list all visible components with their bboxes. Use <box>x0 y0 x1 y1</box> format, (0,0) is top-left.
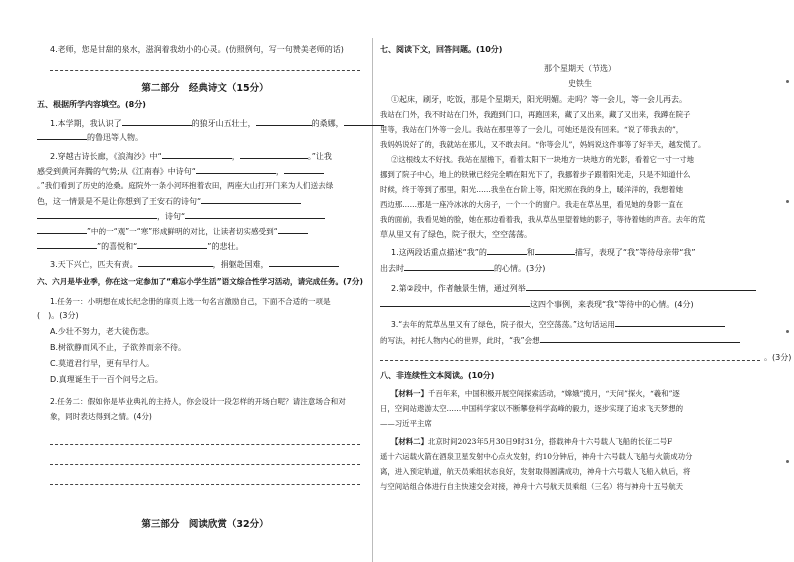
m2-line3: 离，进入预定轨道，航天员乘组状态良好，发射取得圆满成功，神舟十六号载人飞船入轨后，将 <box>380 467 691 476</box>
q7-1-blank-1[interactable] <box>487 246 527 255</box>
q7-3-blank-1[interactable] <box>615 318 725 327</box>
q5-2-text-i: ”的喜悦和“ <box>97 242 138 251</box>
essay-title: 那个星期天（节选） <box>544 64 616 73</box>
q5-2-line3: 。”我们看到了历史的沧桑。庭院外一条小河环抱着农田，两座大山打开门来为人们送去绿 <box>37 181 334 190</box>
q7-3-line2 <box>380 334 740 346</box>
binding-dot <box>786 80 789 83</box>
q5-1-text-c: 的桑娜， <box>311 119 344 128</box>
q7-2-line1 <box>391 282 756 294</box>
q5-2-blank-5[interactable] <box>201 195 301 204</box>
q7-3-score: 。(3分) <box>764 353 792 362</box>
essay-p1-line1: ①起床，刷牙，吃饭，那是个星期天，阳光明媚。走吗？等一会儿，等一会儿再去。 <box>391 95 687 104</box>
q6-2-text: 2.任务二：假如你是毕业典礼的主持人，你会设计一段怎样的开场白呢？请注意场合和对象，同时表达得到之情。(4分) <box>50 397 346 421</box>
q5-2-blank-10[interactable] <box>37 240 97 249</box>
q6-2-answer-line-2[interactable] <box>50 464 360 465</box>
q4-answer-line[interactable] <box>50 70 360 71</box>
q5-1-text-a: 1.本学期，我认识了 <box>50 119 122 128</box>
q5-2-text-f: 色，这一情景是不是让你想到了王安石的诗句“ <box>37 197 202 206</box>
q5-1-line2 <box>37 131 143 143</box>
m2-line2: 遥十六运载火箭在酒泉卫星发射中心点火发射，约10分钟后，神舟十六号载人飞船与火箭成功分 <box>380 452 693 461</box>
q7-2-blank-2[interactable] <box>380 298 530 307</box>
q5-2-line7 <box>37 240 243 252</box>
q5-3-text-a: 3.天下兴亡，匹夫有责。 <box>50 260 138 269</box>
q6-2-answer-line-3[interactable] <box>50 484 360 485</box>
q5-1-blank-2[interactable] <box>256 117 312 126</box>
essay-p1-line2: 我站在门外，我不时站在门外，我跑到门口，再跑回来，藏了又出来，藏了又出来，我蹲在院子 <box>380 110 691 119</box>
m1-text-a: 千百年来，中国积极开展空间探索活动，“嫦娥”揽月，“天问”探火，“羲和”逐 <box>427 389 680 398</box>
q5-title: 五、根据所学内容填空。(8分) <box>37 100 146 109</box>
q5-2-blank-3[interactable] <box>196 165 276 174</box>
q6-2-answer-line-1[interactable] <box>50 444 360 445</box>
q7-2-line2 <box>380 298 694 310</box>
q5-3-blank-2[interactable] <box>269 258 339 267</box>
q6-option-c[interactable]: C.莫道君行早，更有早行人。 <box>50 359 155 368</box>
q5-2-line5 <box>37 210 325 222</box>
q6-option-b[interactable]: B.树欲静而风不止，子欲养而亲不待。 <box>50 343 187 352</box>
left-column <box>0 0 364 562</box>
m1-line2: 日，空间站遨游太空……中国科学家以不断攀登科学高峰的毅力，逐步实现了追求飞天梦想的 <box>380 404 684 413</box>
q5-2-blank-6[interactable] <box>37 210 157 219</box>
q5-3-line <box>50 258 339 270</box>
m1-label: 【材料一】 <box>391 389 428 398</box>
q5-1-line1 <box>50 117 384 129</box>
binding-dot <box>786 200 789 203</box>
m2-text-a: 北京时间2023年5月30日9时31分，搭载神舟十六号载人飞船的长征二号F <box>427 437 673 446</box>
q5-1-blank-1[interactable] <box>122 117 192 126</box>
q5-1-text-d: 的鲁迅等人物。 <box>87 133 143 142</box>
q7-3-text-b: 的写法，衬托人物内心的世界，此时，“我”会想 <box>380 336 540 345</box>
q5-2-line4 <box>37 195 301 207</box>
q6-1-text-b: ( )。(3分) <box>37 311 79 320</box>
q5-1-blank-4[interactable] <box>37 131 87 140</box>
q6-option-d[interactable]: D.真理诞生于一百个问号之后。 <box>50 375 163 384</box>
q5-2-line6 <box>37 225 308 237</box>
q7-2-text-b: 这四个事例，来表现“我”等待中的心情。(4分) <box>530 300 694 309</box>
q7-1-text-e: 的心情。(3分) <box>494 264 546 273</box>
q5-2-blank-11[interactable] <box>137 240 207 249</box>
essay-p2-line1: ②这根线太不好找。我站在屋檐下，看着太阳下一块地方一块地方的光影，看着它一寸一寸地 <box>391 155 695 164</box>
q5-3-blank-1[interactable] <box>138 258 213 267</box>
q5-2-text-h: ”中的一“观”一“寒”形成鲜明的对比，让读者切实感受到“ <box>87 227 278 236</box>
q7-1-blank-3[interactable] <box>404 262 494 271</box>
q7-title: 七、阅读下文，回答问题。(10分) <box>380 45 503 54</box>
q5-2-text-d: 感受到黄河奔腾的气势;从《江南春》中诗句“ <box>37 167 196 176</box>
q7-3-line1 <box>391 318 725 330</box>
q5-2-text-a: 2.穿越古诗长廊，《浪淘沙》中“ <box>50 152 162 161</box>
essay-p2-line5: 我的面前，我看见她的脸，她在那边看着我，我从草丛里望着她的影子，等待着她的声音。去年的荒 <box>380 215 706 224</box>
essay-p2-line3: 时候，终于等到了那里，阳光……我坐在台阶上等，阳光照在我的身上，暖洋洋的，我想着她 <box>380 185 684 194</box>
q5-2-blank-8[interactable] <box>37 225 87 234</box>
q5-2-blank-1[interactable] <box>162 150 232 159</box>
q6-option-a[interactable]: A.少壮不努力，老大徒伤悲。 <box>50 327 154 336</box>
binding-dot <box>786 330 789 333</box>
q8-title: 八、非连续性文本阅读。(10分) <box>380 371 495 380</box>
q5-2-line1 <box>50 150 332 162</box>
q5-2-blank-2[interactable] <box>240 150 308 159</box>
m2-line4: 与空间站组合体进行自主快速交会对接，神舟十六号航天员乘组（三名）将与神舟十五号航天 <box>380 482 684 491</box>
q7-3-blank-2[interactable] <box>540 334 740 343</box>
q5-3-text-b: ，捐躯赴国难， <box>212 260 269 269</box>
q5-2-text-g: ，诗句“ <box>157 212 186 221</box>
essay-p1-line4: 我妈妈说好了的，我就站在那儿，又不敢去问。“你等会儿”，妈妈说这件事等了好半天，越发慌了。 <box>380 140 706 149</box>
q7-1-blank-2[interactable] <box>535 246 575 255</box>
m1-line1 <box>391 388 680 399</box>
essay-author: 史铁生 <box>568 79 592 88</box>
q5-2-text-j: ”的悲壮。 <box>207 242 244 251</box>
q7-3-text-a: 3.“去年的荒草丛里又有了绿色，院子很大，空空荡荡。”这句话运用 <box>391 320 615 329</box>
q5-1-blank-3[interactable] <box>344 117 384 126</box>
essay-p1-line3: 里等，我站在门外等一会儿。我站在那里等了一会儿，可她还是没有回来。“说了带我去的”， <box>380 125 684 134</box>
right-column <box>380 0 794 562</box>
essay-p2-line6: 草从里又有了绿色，院子很大，空空荡荡。 <box>380 230 532 239</box>
q6-title: 六、六月是毕业季，你在这一定参加了“难忘小学生活”语文综合性学习活动，请完成任务。(7分) <box>37 277 363 286</box>
q7-1-line2 <box>380 262 545 274</box>
essay-p2-line2: 挪到了院子中心，地上的铁锹已经完全晒在阳光下了，我挪着步子跟着阳光走，只是不知道什么 <box>380 170 691 179</box>
q5-2-blank-7[interactable] <box>185 210 325 219</box>
q7-1-text-a: 1.这两段话重点描述“我”的 <box>391 248 487 257</box>
q7-1-text-d: 出去时 <box>380 264 404 273</box>
part3-title: 第三部分 阅读欣赏（32分） <box>141 519 269 530</box>
q5-2-text-c: 。”让我 <box>307 152 332 161</box>
q5-2-blank-9[interactable] <box>278 225 308 234</box>
q5-2-line2 <box>37 165 324 177</box>
q5-2-text-comma: ， <box>275 167 284 176</box>
q5-2-text-b: ， <box>231 152 240 161</box>
m1-line3: ——习近平主席 <box>380 419 432 428</box>
essay-p2-line4: 西边那……那是一座冷冰冰的大房子，一个一个的窗户。我走在草丛里，看见她的身影一直在 <box>380 200 684 209</box>
part2-title: 第二部分 经典诗文（15分） <box>141 83 269 94</box>
q7-3-answer-line[interactable] <box>380 360 760 361</box>
m2-line1 <box>391 436 672 447</box>
q7-1-line1 <box>391 246 696 258</box>
q4-text: 4.老师，您是甘甜的泉水，滋润着我幼小的心灵。(仿照例句，写一句赞美老师的话) <box>50 45 344 54</box>
q7-1-text-c: 描写，表现了“我”等待母亲带“我” <box>574 248 696 257</box>
q7-2-text-a: 2.第②段中，作者触景生情，通过列举 <box>391 284 526 293</box>
q7-1-text-b: 和 <box>526 248 535 257</box>
m2-label: 【材料二】 <box>391 437 428 446</box>
q5-1-text-b: 的狼牙山五壮士， <box>191 119 256 128</box>
q6-1-text: 1.任务一：小明想在成长纪念册的扉页上选一句名言激励自己，下面不合适的一项是 <box>50 297 331 306</box>
binding-dot <box>786 460 789 463</box>
q5-2-blank-4[interactable] <box>284 165 324 174</box>
q7-2-blank-1[interactable] <box>526 282 756 291</box>
